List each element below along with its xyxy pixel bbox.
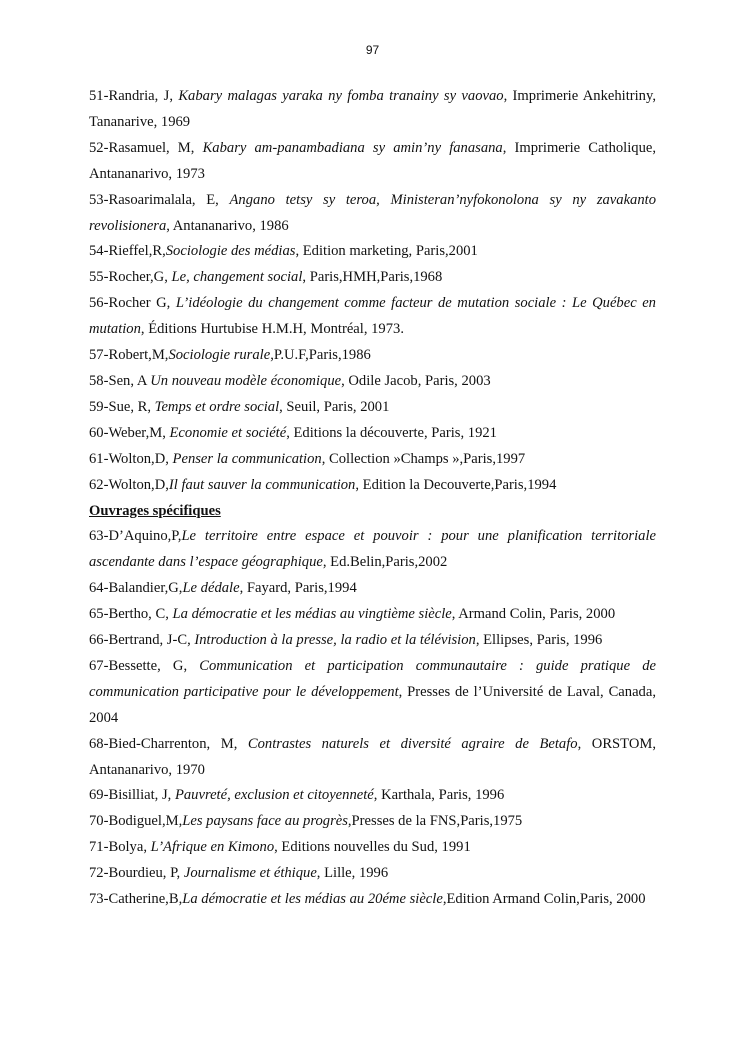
entry-title: Contrastes naturels et diversité agraire de Betafo xyxy=(247,735,578,752)
entry-publication: , Fayard, Paris,1994 xyxy=(239,580,357,597)
bibliography-entry xyxy=(89,628,656,654)
bibliography-entry xyxy=(89,343,656,369)
entry-author: 59-Sue, R, xyxy=(89,398,155,415)
section-heading: Ouvrages spécifiques xyxy=(89,502,221,519)
entry-title: Temps et ordre social xyxy=(154,398,280,415)
entry-publication: , Ellipses, Paris, 1996 xyxy=(475,632,603,649)
entry-author: 63-D’Aquino,P, xyxy=(89,528,182,545)
entry-publication: , Editions la découverte, Paris, 1921 xyxy=(286,424,497,441)
entry-publication: , Armand Colin, Paris, 2000 xyxy=(451,606,616,623)
entry-publication: , Éditions Hurtubise H.M.H, Montréal, 1973. xyxy=(140,321,404,338)
entry-author: 61-Wolton,D, xyxy=(89,450,173,467)
bibliography-entry xyxy=(89,887,656,913)
entry-publication: , Ed.Belin,Paris,2002 xyxy=(322,554,448,571)
bibliography-entry xyxy=(89,395,656,421)
bibliography-entry xyxy=(89,732,656,784)
entry-title: Sociologie rurale xyxy=(168,347,271,364)
entry-title: Kabary am-panambadiana sy amin’ny fanasana xyxy=(202,139,503,156)
entry-author: 52-Rasamuel, M, xyxy=(89,139,203,156)
bibliography-entry xyxy=(89,602,656,628)
entry-publication: , ORSTOM, Antananarivo, 1970 xyxy=(89,735,656,778)
entry-author: 51-Randria, J, xyxy=(89,88,179,104)
entry-author: 57-Robert,M, xyxy=(89,347,169,364)
entry-title: Un nouveau modèle économique xyxy=(150,372,342,389)
entry-publication: , Lille, 1996 xyxy=(316,865,389,882)
bibliography-entry xyxy=(89,654,656,732)
entry-author: 71-Bolya, xyxy=(89,839,151,856)
entry-title: Communication et participation communautaire : guide pratique de communication participative pour le développement xyxy=(89,657,656,700)
entry-publication: , Edition la Decouverte,Paris,1994 xyxy=(355,476,557,493)
entry-title: Le territoire entre espace et pouvoir : pour une planification territoriale ascendante dans l’espace géographique xyxy=(89,528,656,571)
entry-author: 72-Bourdieu, P, xyxy=(89,865,184,882)
bibliography-entry xyxy=(89,835,656,861)
bibliography-entry xyxy=(89,369,656,395)
entry-author: 62-Wolton,D, xyxy=(89,476,169,493)
bibliography-list-specific xyxy=(89,524,656,913)
entry-title: La démocratie et les médias au vingtième siècle xyxy=(172,606,452,623)
bibliography-entry xyxy=(89,188,656,240)
entry-title: Penser la communication xyxy=(172,450,322,467)
entry-publication: ,Presses de la FNS,Paris,1975 xyxy=(347,813,523,830)
entry-publication: , Imprimerie Ankehitriny, Tananarive, 1969 xyxy=(89,88,656,130)
entry-publication: , Collection »Champs »,Paris,1997 xyxy=(321,450,526,467)
entry-author: 53-Rasoarimalala, E, xyxy=(89,191,230,208)
entry-title: Les paysans face au progrès xyxy=(182,813,348,830)
entry-author: 64-Balandier,G, xyxy=(89,580,183,597)
entry-title: L’idéologie du changement comme facteur de mutation sociale : Le Québec en mutation xyxy=(89,295,656,338)
entry-author: 55-Rocher,G, xyxy=(89,269,172,286)
entry-author: 69-Bisilliat, J, xyxy=(89,787,175,804)
entry-author: 65-Bertho, C, xyxy=(89,606,173,623)
entry-title: Journalisme et éthique xyxy=(183,865,317,882)
bibliography-list-general xyxy=(89,84,656,499)
bibliography-entry xyxy=(89,265,656,291)
bibliography-entry xyxy=(89,239,656,265)
entry-author: 56-Rocher G, xyxy=(89,295,176,312)
entry-title: Introduction à la presse, la radio et la télévision xyxy=(194,632,476,649)
entry-publication: , Karthala, Paris, 1996 xyxy=(373,787,505,804)
bibliography-entry xyxy=(89,84,656,136)
bibliography-entry xyxy=(89,524,656,576)
page-number: 97 xyxy=(365,43,380,57)
entry-title: Angano tetsy sy teroa, Ministeran’nyfokonolona sy ny zavakanto revolisionera xyxy=(89,191,656,234)
entry-author: 54-Rieffel,R, xyxy=(89,243,166,260)
entry-title: Le, changement social xyxy=(171,269,303,286)
entry-author: 67-Bessette, G, xyxy=(89,657,200,674)
bibliography-entry xyxy=(89,291,656,343)
entry-publication: , Edition marketing, Paris,2001 xyxy=(295,243,478,260)
entry-publication: , Presses de l’Université de Laval, Canada, 2004 xyxy=(89,683,656,726)
entry-title: La démocratie et les médias au 20éme siècle xyxy=(182,891,443,908)
bibliography-entry xyxy=(89,809,656,835)
entry-title: Il faut sauver la communication xyxy=(168,476,356,493)
entry-title: Le dédale xyxy=(182,580,240,597)
entry-title: Pauvreté, exclusion et citoyenneté xyxy=(174,787,374,804)
entry-author: 70-Bodiguel,M, xyxy=(89,813,183,830)
bibliography-entry xyxy=(89,447,656,473)
entry-author: 73-Catherine,B, xyxy=(89,891,183,908)
entry-publication: , Seuil, Paris, 2001 xyxy=(279,398,390,415)
entry-title: Sociologie des médias xyxy=(165,243,296,260)
bibliography-entry xyxy=(89,861,656,887)
entry-publication: , Odile Jacob, Paris, 2003 xyxy=(341,372,491,389)
entry-publication: , Antananarivo, 1986 xyxy=(166,217,289,234)
bibliography xyxy=(89,84,656,913)
bibliography-entry xyxy=(89,473,656,499)
entry-title: L’Afrique en Kimono xyxy=(150,839,275,856)
bibliography-entry xyxy=(89,421,656,447)
entry-publication: ,Edition Armand Colin,Paris, 2000 xyxy=(442,891,646,908)
bibliography-entry xyxy=(89,576,656,602)
entry-author: 58-Sen, A xyxy=(89,372,151,389)
entry-publication: , Editions nouvelles du Sud, 1991 xyxy=(274,839,471,856)
entry-publication: , Paris,HMH,Paris,1968 xyxy=(302,269,443,286)
entry-author: 68-Bied-Charrenton, M, xyxy=(89,735,248,752)
entry-author: 66-Bertrand, J-C, xyxy=(89,632,195,649)
entry-title: Kabary malagas yaraka ny fomba tranainy sy vaovao xyxy=(178,88,504,104)
entry-title: Economie et société xyxy=(169,424,287,441)
bibliography-entry xyxy=(89,136,656,188)
entry-publication: ,P.U.F,Paris,1986 xyxy=(270,347,371,364)
bibliography-entry xyxy=(89,783,656,809)
entry-publication: , Imprimerie Catholique, Antananarivo, 1973 xyxy=(89,139,656,182)
entry-author: 60-Weber,M, xyxy=(89,424,170,441)
